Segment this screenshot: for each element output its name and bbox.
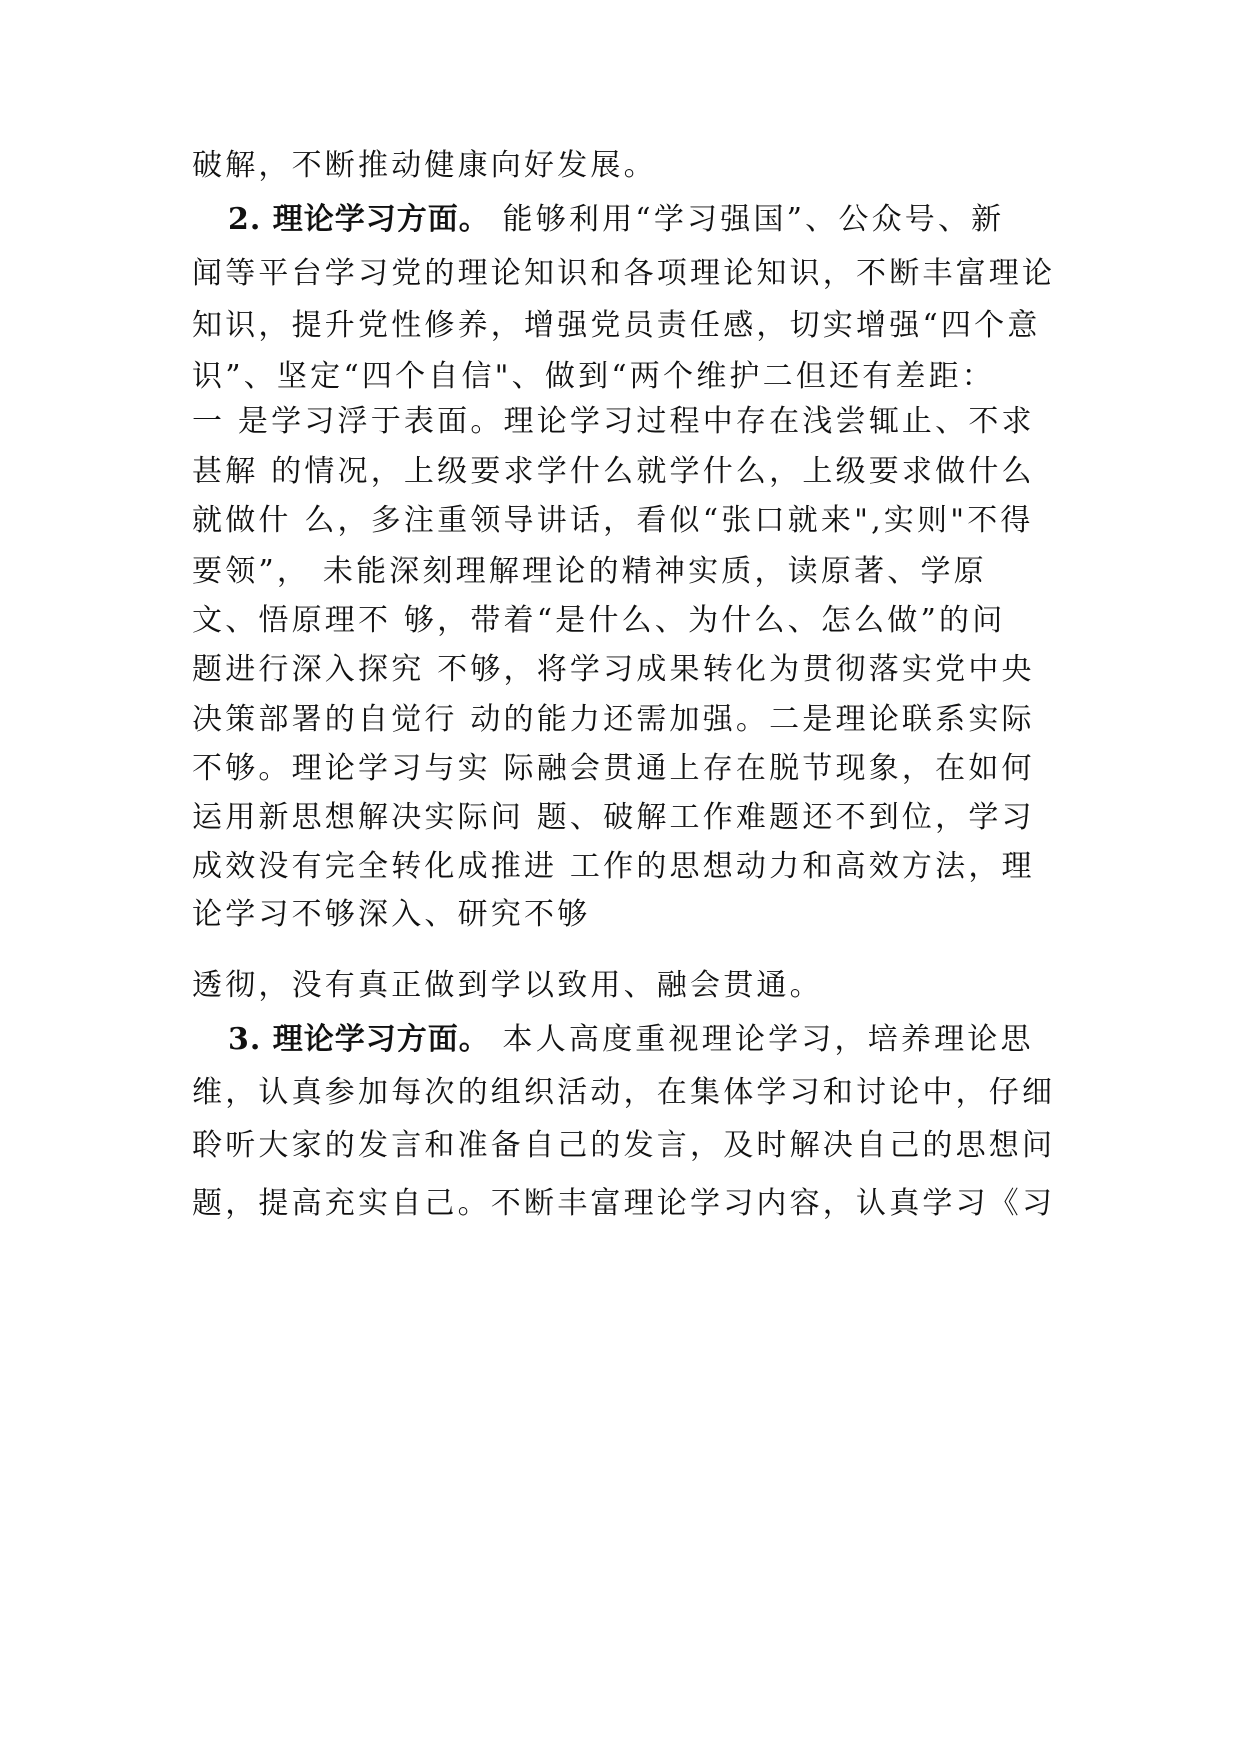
text-line: 识”、坚定“四个自信"、做到“两个维护二但还有差距： (192, 359, 996, 394)
text-line: 破解，不断推动健康向好发展。 (192, 148, 657, 183)
text-line: 成效没有完全转化成推进 工作的思想动力和高效方法，理 (192, 849, 1035, 884)
section-2-heading: 2. 理论学习方面。 (228, 202, 490, 237)
text-line: 要领”， 未能深刻理解理论的精神实质，读原著、学原 (192, 554, 987, 589)
text-line: 聆听大家的发言和准备自己的发言，及时解决自己的思想问 (192, 1128, 1056, 1163)
section-2-lead: 能够利用“学习强国”、公众号、新 (489, 202, 1005, 237)
text-line: 知识，提升党性修养，增强党员责任感，切实增强“四个意 (192, 308, 1041, 343)
text-line: 就做什 么，多注重领导讲话，看似“张口就来",实则"不得 (192, 503, 1034, 538)
section-3-first-line (228, 1020, 1058, 1060)
section-2-first-line (228, 200, 1058, 240)
text-line: 甚解 的情况，上级要求学什么就学什么，上级要求做什么 (192, 454, 1035, 489)
section-3-lead: 本人高度重视理论学习，培养理论思 (489, 1022, 1034, 1057)
text-line: 论学习不够深入、研究不够 (192, 897, 591, 932)
text-line: 不够。理论学习与实 际融会贯通上存在脱节现象，在如何 (192, 751, 1035, 786)
text-line: 透彻，没有真正做到学以致用、融会贯通。 (192, 968, 823, 1003)
text-line: 维，认真参加每次的组织活动，在集体学习和讨论中，仔细 (192, 1075, 1056, 1110)
text-line: 一 是学习浮于表面。理论学习过程中存在浅尝辄止、不求 (192, 404, 1035, 439)
section-3-heading: 3. 理论学习方面。 (228, 1022, 490, 1057)
text-line: 运用新思想解决实际问 题、破解工作难题还不到位，学习 (192, 800, 1035, 835)
text-line: 决策部署的自觉行 动的能力还需加强。二是理论联系实际 (192, 702, 1035, 737)
text-line: 题进行深入探究 不够，将学习成果转化为贯彻落实党中央 (192, 652, 1035, 687)
text-line: 题，提高充实自己。不断丰富理论学习内容，认真学习《习 (192, 1186, 1056, 1221)
text-line: 闻等平台学习党的理论知识和各项理论知识，不断丰富理论 (192, 256, 1056, 291)
text-line: 文、悟原理不 够，带着“是什么、为什么、怎么做”的问 (192, 603, 1006, 638)
